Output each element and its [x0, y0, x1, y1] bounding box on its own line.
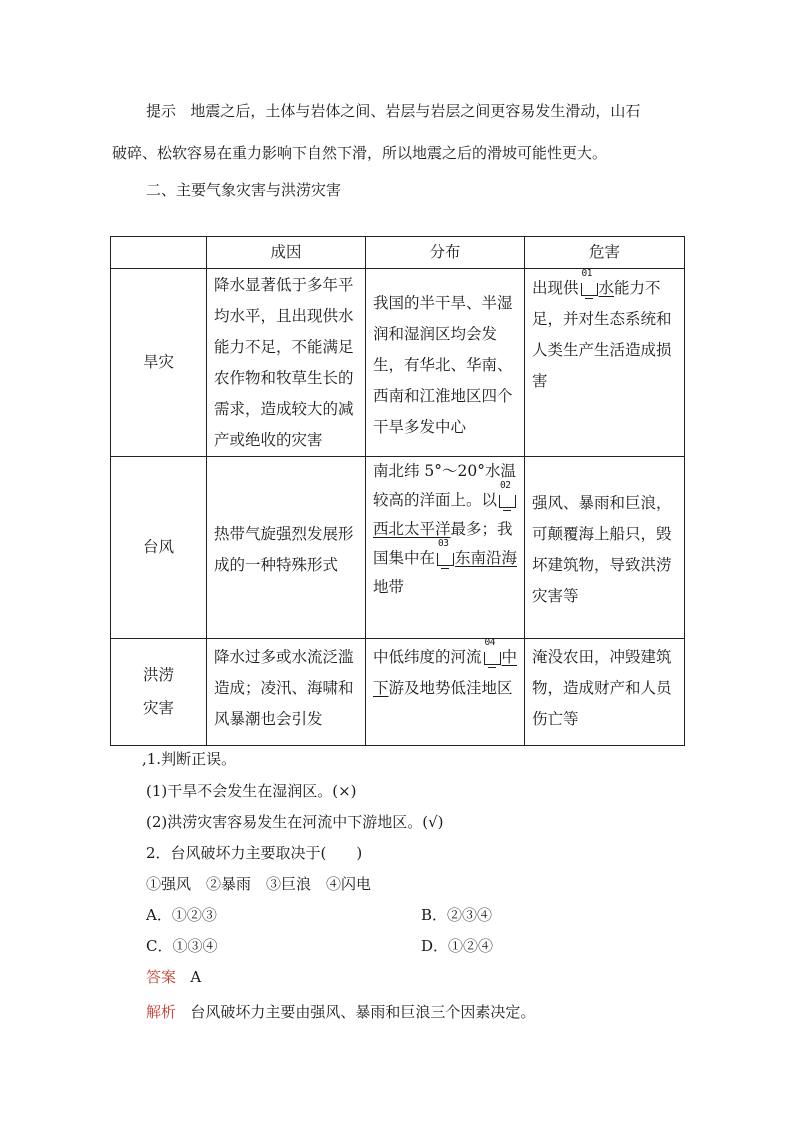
q2-title: 2．台风破坏力主要取决于( ) — [146, 844, 363, 862]
flood-distribution-cell — [366, 639, 525, 746]
answer-blank-02: 02 — [498, 488, 516, 508]
drought-distribution: 我国的半干旱、半湿润和湿润区均会发生，有华北、华南、西南和江淮地区四个干旱多发中心 — [373, 293, 513, 436]
row-name-drought: 旱灾 — [111, 269, 207, 457]
header-distribution: 分布 — [366, 237, 525, 269]
typhoon-harm-cell — [525, 457, 685, 639]
section-heading: 二、主要气象灾害与洪涝灾害 — [146, 181, 342, 199]
tip-label: 提示 — [146, 102, 177, 120]
drought-harm-cell — [525, 269, 685, 457]
answer-blank-03: 03 — [436, 546, 454, 566]
row-name-typhoon: 台风 — [111, 457, 207, 639]
typhoon-cause: 热带气旋强烈发展形成的一种特殊形式 — [214, 525, 354, 574]
typhoon-distribution: 南北纬 5°～20°水温较高的洋面上。以 02 西北太平洋最多；我国集中在 03 东南沿海地带 — [373, 462, 518, 596]
drought-distribution-cell — [366, 269, 525, 457]
typhoon-answer-2: 西北太平洋 — [373, 520, 451, 538]
option-a: A．①②③ — [146, 906, 217, 924]
drought-cause: 降水显著低于多年平均水平，且出现供水能力不足，不能满足农作物和牧草生长的需求，造成较大的减产或绝收的灾害 — [214, 275, 354, 449]
tip-line-1 — [146, 101, 640, 121]
table-header-row — [111, 237, 685, 269]
flood-harm: 淹没农田，冲毁建筑物，造成财产和人员伤亡等 — [532, 648, 672, 728]
option-d: D．①②④ — [421, 937, 494, 955]
disaster-table — [110, 236, 685, 746]
q2-items: ①强风 ②暴雨 ③巨浪 ④闪电 — [146, 875, 372, 893]
q1-statement-a: (1)干旱不会发生在湿润区。(×) — [146, 782, 357, 800]
row-name-flood: 洪涝 灾害 — [111, 639, 207, 746]
header-empty — [111, 237, 207, 269]
flood-harm-cell — [525, 639, 685, 746]
table-row-typhoon — [111, 457, 685, 639]
answer-label: 答案 — [146, 968, 177, 986]
drought-harm-answer: 水 — [598, 279, 615, 297]
typhoon-answer-3a: 东南 — [455, 549, 487, 567]
flood-cause-cell — [207, 639, 366, 746]
typhoon-harm: 强风、暴雨和巨浪，可颠覆海上船只，毁坏建筑物，导致洪涝灾害等 — [532, 494, 672, 605]
tip-line-2: 破碎、松软容易在重力影响下自然下滑，所以地震之后的滑坡可能性更大。 — [112, 144, 608, 162]
option-c: C．①③④ — [146, 937, 218, 955]
header-harm: 危害 — [525, 237, 685, 269]
table-row-flood — [111, 639, 685, 746]
analysis-text: 台风破坏力主要由强风、暴雨和巨浪三个因素决定。 — [190, 1003, 536, 1021]
answer-line — [146, 967, 201, 987]
flood-answer-4: 中下 — [373, 648, 518, 697]
drought-harm: 出现供 01 水能力不足，并对生态系统和人类生产生活造成损害 — [532, 268, 672, 390]
header-cause: 成因 — [207, 237, 366, 269]
q1-statement-b: (2)洪涝灾害容易发生在河流中下游地区。(√) — [146, 813, 444, 831]
analysis-label: 解析 — [146, 1003, 177, 1021]
drought-cause-cell — [207, 269, 366, 457]
analysis-line — [146, 1002, 535, 1022]
flood-distribution: 中低纬度的河流 04 中下游及地势低洼地区 — [373, 637, 518, 697]
flood-cause: 降水过多或水流泛滥造成；凌汛、海啸和风暴潮也会引发 — [214, 648, 354, 728]
typhoon-answer-3b: 沿海 — [486, 549, 518, 567]
answer-value: A — [190, 968, 202, 986]
answer-blank-01: 01 — [580, 276, 598, 296]
table-row-drought — [111, 269, 685, 457]
typhoon-cause-cell — [207, 457, 366, 639]
answer-blank-04: 04 — [483, 645, 501, 665]
tip-text-1: 地震之后，土体与岩体之间、岩层与岩层之间更容易发生滑动，山石 — [190, 102, 641, 120]
q1-title: ,1.判断正误。 — [142, 750, 237, 768]
option-b: B．②③④ — [421, 906, 493, 924]
typhoon-distribution-cell — [366, 457, 525, 639]
